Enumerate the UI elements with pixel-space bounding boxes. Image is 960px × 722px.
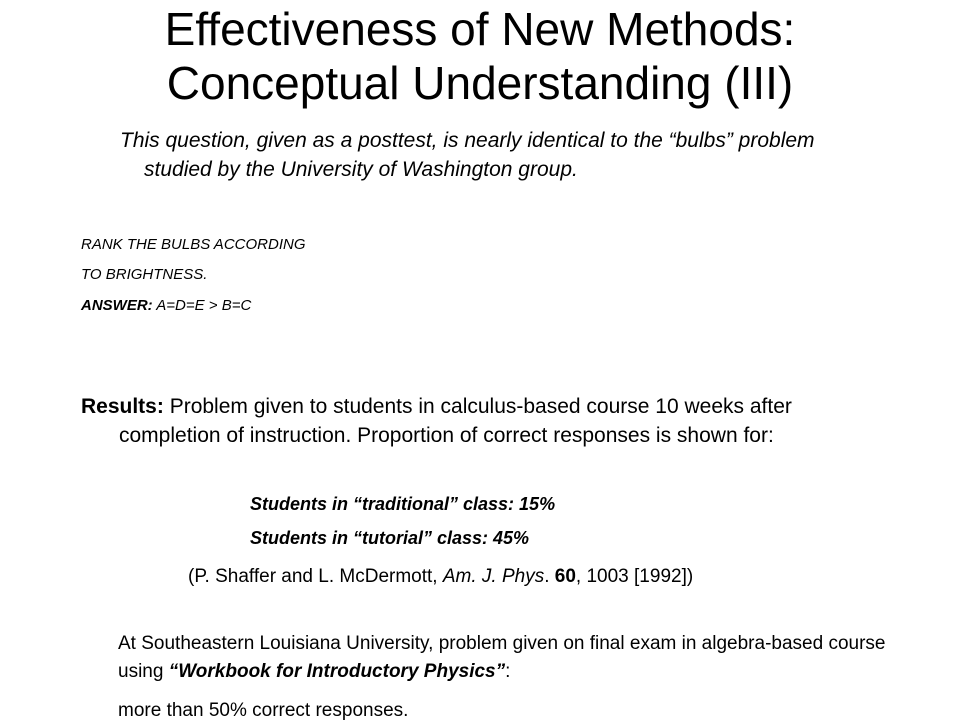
title-line-1: Effectiveness of New Methods: xyxy=(164,3,796,55)
southeastern-text-a: At Southeastern Louisiana University, problem given on final exam in algebra-based course using xyxy=(118,633,886,682)
tutorial-class-result: Students in “tutorial” class: 45% xyxy=(250,528,530,548)
southeastern-text-b: : xyxy=(505,661,511,682)
rank-instruction-line-1: RANK THE BULBS ACCORDING xyxy=(81,236,306,253)
answer-label: ANSWER: xyxy=(81,297,153,314)
citation-mid: . xyxy=(544,566,555,587)
citation xyxy=(188,566,693,588)
citation-suffix: , 1003 [1992]) xyxy=(575,566,694,587)
intro-text: This question, given as a posttest, is nearly identical to the “bulbs” problem studied by the University of Washington group. xyxy=(120,129,815,181)
workbook-title: “Workbook for Introductory Physics” xyxy=(168,661,506,682)
results-paragraph xyxy=(81,392,871,450)
slide-title xyxy=(0,2,960,110)
citation-journal: Am. J. Phys xyxy=(442,566,545,587)
rank-instruction-line-2: TO BRIGHTNESS. xyxy=(81,266,208,283)
traditional-class-result: Students in “traditional” class: 15% xyxy=(250,494,556,514)
intro-paragraph xyxy=(120,126,880,184)
title-line-2: Conceptual Understanding (III) xyxy=(166,57,794,109)
results-label: Results: xyxy=(81,395,164,418)
answer-line xyxy=(81,297,251,315)
citation-prefix: (P. Shaffer and L. McDermott, xyxy=(188,566,443,587)
results-text: Problem given to students in calculus-based course 10 weeks after completion of instruction. Proportion of correct responses is shown for: xyxy=(119,395,792,447)
answer-value: A=D=E > B=C xyxy=(152,297,252,314)
citation-volume: 60 xyxy=(554,566,576,587)
southeastern-paragraph xyxy=(118,630,898,686)
southeastern-result: more than 50% correct responses. xyxy=(118,700,409,721)
